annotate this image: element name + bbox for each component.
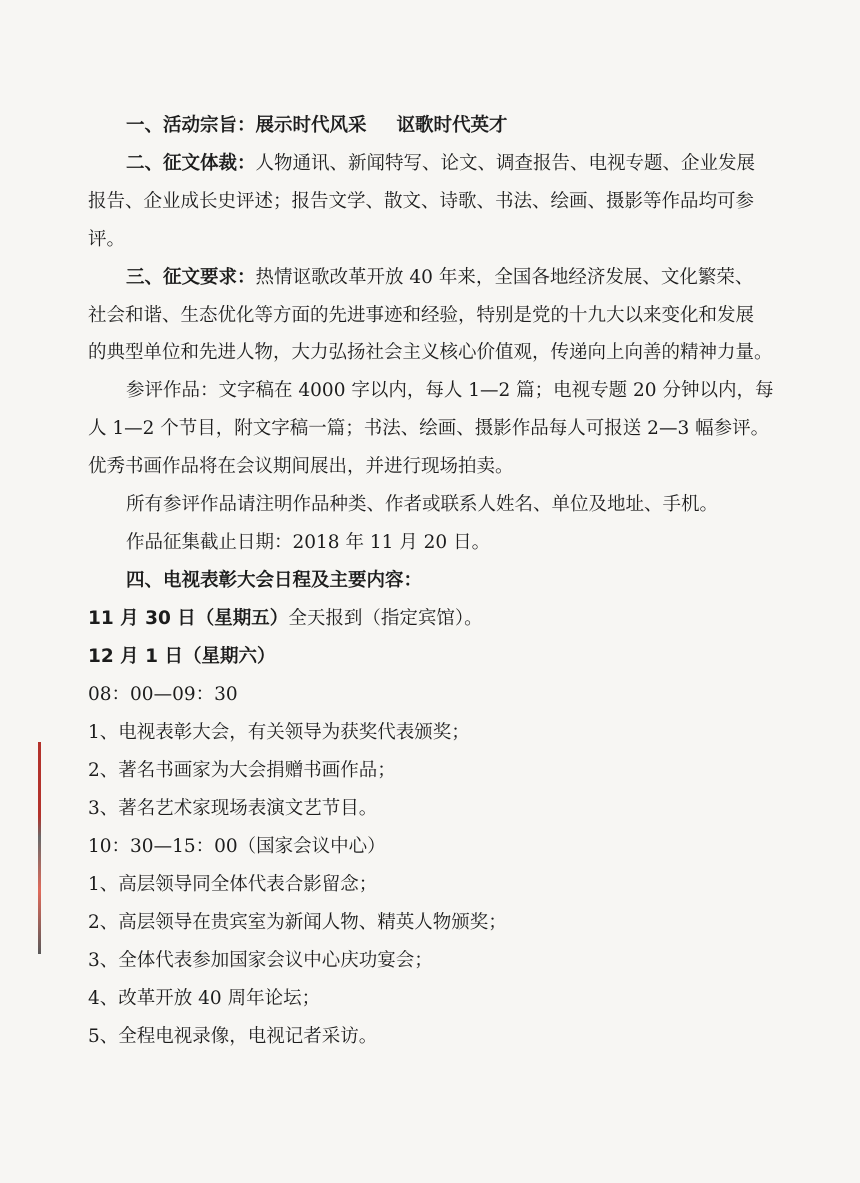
session1-item-1: 1、电视表彰大会，有关领导为获奖代表颁奖；	[88, 722, 470, 743]
section3-line2: 社会和谐、生态优化等方面的先进事迹和经验，特别是党的十九大以来变化和发展	[88, 305, 755, 326]
section1-heading-b: 讴歌时代英才	[396, 115, 508, 136]
day1-text: 全天报到（指定宾馆）。	[288, 608, 483, 629]
section2-text1: 人物通讯、新闻特写、论文、调查报告、电视专题、企业发展	[255, 153, 756, 174]
session2-item-5: 5、全程电视录像，电视记者采访。	[88, 1026, 378, 1047]
session2-item-1: 1、高层领导同全体代表合影留念；	[88, 874, 378, 895]
submission-note: 所有参评作品请注明作品种类、作者或联系人姓名、单位及地址、手机。	[126, 494, 719, 515]
section4-heading: 四、电视表彰大会日程及主要内容：	[126, 570, 423, 591]
session1-time: 08：00—09：30	[88, 684, 238, 705]
day1-line	[88, 605, 483, 632]
section2-heading: 二、征文体裁：	[126, 153, 256, 174]
section2-line2: 报告、企业成长史评述；报告文学、散文、诗歌、书法、绘画、摄影等作品均可参	[88, 191, 755, 212]
day2-date: 12 月 1 日（星期六）	[88, 646, 276, 667]
section3-text1: 热情讴歌改革开放 40 年来，全国各地经济发展、文化繁荣、	[255, 267, 754, 288]
session2-time: 10：30—15：00（国家会议中心）	[88, 836, 386, 857]
section2-line1	[126, 150, 755, 177]
session1-item-3: 3、著名艺术家现场表演文艺节目。	[88, 798, 378, 819]
day1-date: 11 月 30 日（星期五）	[88, 608, 289, 629]
session2-item-4: 4、改革开放 40 周年论坛；	[88, 988, 321, 1009]
deadline: 作品征集截止日期：2018 年 11 月 20 日。	[126, 532, 491, 553]
section3-line3: 的典型单位和先进人物，大力弘扬社会主义核心价值观，传递向上向善的精神力量。	[88, 342, 773, 363]
section1-heading	[126, 112, 508, 139]
works-line1: 参评作品：文字稿在 4000 字以内，每人 1—2 篇；电视专题 20 分钟以内，每	[126, 380, 774, 401]
works-line2: 人 1—2 个节目，附文字稿一篇；书法、绘画、摄影作品每人可报送 2—3 幅参评。	[88, 418, 770, 439]
session2-item-2: 2、高层领导在贵宾室为新闻人物、精英人物颁奖；	[88, 912, 507, 933]
session2-item-3: 3、全体代表参加国家会议中心庆功宴会；	[88, 950, 433, 971]
section3-line1	[126, 264, 753, 291]
section2-line3: 评。	[88, 229, 126, 250]
margin-scan-mark	[38, 742, 41, 954]
section1-heading-a: 一、活动宗旨：展示时代风采	[126, 115, 367, 136]
works-line3: 优秀书画作品将在会议期间展出，并进行现场拍卖。	[88, 456, 514, 477]
session1-item-2: 2、著名书画家为大会捐赠书画作品；	[88, 760, 396, 781]
section3-heading: 三、征文要求：	[126, 267, 256, 288]
